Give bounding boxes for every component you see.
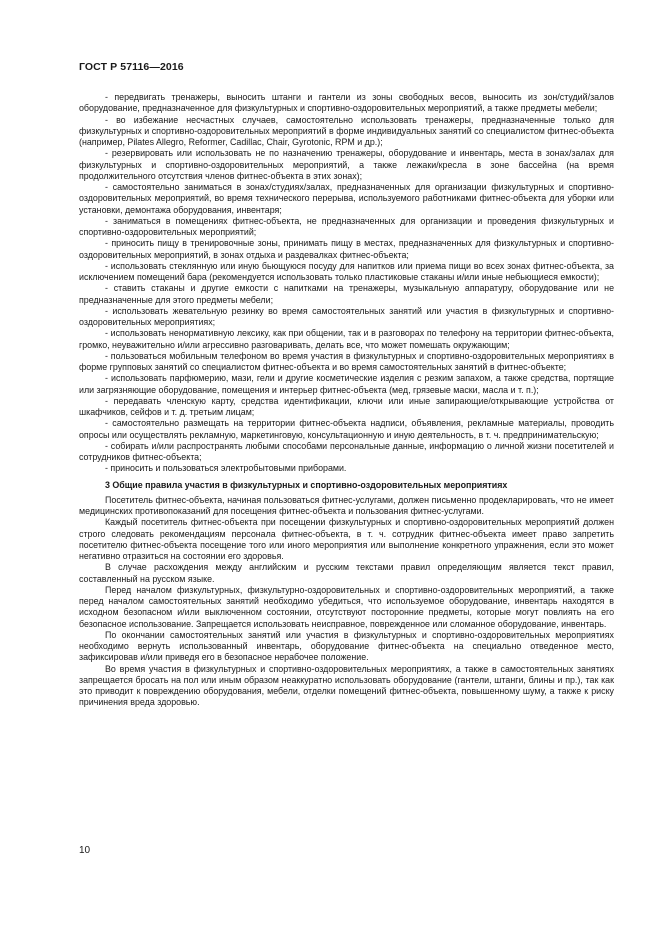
- list-item: - передвигать тренажеры, выносить штанги и гантели из зоны свободных весов, выносить из зон/студий/залов оборудование, предназначенное для физкультурных и спортивно-оздоровительных мероприятий, а также предметы мебели;: [79, 92, 614, 114]
- section-paragraph: Во время участия в физкультурных и спортивно-оздоровительных мероприятиях, а также в самостоятельных занятиях запрещается бросать на пол или иным образом неаккуратно использовать оборудование (гантели, штанги, блины и пр.), так как это приводит к повреждению оборудования, мебели, отделки помещений фитнес-объекта, повышенному шуму, а также к риску причинения вреда здоровью.: [79, 663, 614, 708]
- list-item: - резервировать или использовать не по назначению тренажеры, оборудование и инвентарь, места в зонах/залах для физкультурных и спортивно-оздоровительных мероприятий, а также лежаки/кресла в зоне бассейна (на время продолжительного отсутствия членов фитнес-объекта в этих зонах);: [79, 148, 614, 181]
- list-item: - приносить пищу в тренировочные зоны, принимать пищу в местах, предназначенных для физкультурных и спортивно-оздоровительных мероприятий, в зонах отдыха и раздевалках фитнес-объекта;: [79, 238, 614, 260]
- list-item: - во избежание несчастных случаев, самостоятельно использовать тренажеры, предназначенные только для физкультурных и спортивно-оздоровительных мероприятий в форме индивидуальных занятий со специалистом фитнес-объекта (например, Pilates Allegro, Reformer, Cadillac, Chair, Gyrotonic, RPM и др.);: [79, 114, 614, 147]
- section-paragraph: В случае расхождения между английским и русским текстами правил определяющим является текст правил, составленный на русском языке.: [79, 562, 614, 584]
- list-item: - ставить стаканы и другие емкости с напитками на тренажеры, музыкальную аппаратуру, оборудование или не предназначенные для этого предметы мебели;: [79, 283, 614, 305]
- section-paragraph: Перед началом физкультурных, физкультурно-оздоровительных и спортивно-оздоровительных мероприятий, а также перед началом самостоятельных занятий необходимо убедиться, что используемое оборудование, инвентарь находятся в исходном безопасном и/или выключенном состоянии, отсутствуют посторонние предметы, которые могут повлиять на его безопасное использование. Запрещается использовать неисправное, поврежденное или сломанное оборудование, инвентарь.: [79, 584, 614, 629]
- list-item: - использовать ненормативную лексику, как при общении, так и в разговорах по телефону на территории фитнес-объекта, громко, неуважительно и/или агрессивно разговаривать, делать все, что может помешать окружающим;: [79, 328, 614, 350]
- list-item: - самостоятельно размещать на территории фитнес-объекта надписи, объявления, рекламные материалы, проводить опросы или осуществлять рекламную, маркетинговую, консультационную и иную деятельность, в т. ч. предпринимательскую;: [79, 418, 614, 440]
- page-number: 10: [79, 845, 91, 856]
- section-heading: 3 Общие правила участия в физкультурных и спортивно-оздоровительных мероприятиях: [105, 479, 508, 490]
- list-item: - приносить и пользоваться электробытовыми приборами.: [105, 463, 347, 474]
- list-item: - использовать парфюмерию, мази, гели и другие косметические изделия с резким запахом, а также средства, портящие или загрязняющие оборудование, помещения и интерьер фитнес-объекта (мед, грязевые маски, масла и т. п.);: [79, 373, 614, 395]
- list-item: - заниматься в помещениях фитнес-объекта, не предназначенных для организации и проведения физкультурных и спортивно-оздоровительных мероприятий;: [79, 215, 614, 237]
- list-item: - пользоваться мобильным телефоном во время участия в физкультурных и спортивно-оздоровительных мероприятиях в форме групповых занятий со специалистом фитнес-объекта и во время самостоятельных занятий в фитнес-объекте;: [79, 350, 614, 372]
- section-paragraph: Посетитель фитнес-объекта, начиная пользоваться фитнес-услугами, должен письменно продекларировать, что не имеет медицинских противопоказаний для посещения фитнес-объекта и пользования фитнес-услугами.: [79, 494, 614, 516]
- document-body: [79, 92, 614, 709]
- section-paragraph: По окончании самостоятельных занятий или участия в физкультурных и спортивно-оздоровительных мероприятиях необходимо вернуть использованный инвентарь, оборудование фитнес-объекта на специально отведенное место, зафиксировав и/или приведя его в безопасное нерабочее положение.: [79, 629, 614, 663]
- section-paragraph: Каждый посетитель фитнес-объекта при посещении физкультурных и спортивно-оздоровительных мероприятий должен строго следовать рекомендациям персонала фитнес-объекта, в т. ч. сотрудник фитнес-объекта имеет право запретить посетителю фитнес-объекта посещение того или иного мероприятия или выполнение конкретного упражнения, если это может негативно отразиться на состоянии его здоровья.: [79, 517, 614, 561]
- list-item: - использовать жевательную резинку во время самостоятельных занятий или участия в физкультурных и спортивно-оздоровительных мероприятиях;: [79, 305, 614, 327]
- list-item: - собирать и/или распространять любыми способами персональные данные, информацию о личной жизни посетителей и сотрудников фитнес-объекта;: [79, 440, 614, 462]
- document-header: ГОСТ Р 57116—2016: [79, 61, 184, 73]
- list-item: - передавать членскую карту, средства идентификации, ключи или иные запирающие/открывающие устройства от шкафчиков, сейфов и т. д. третьим лицам;: [79, 395, 614, 417]
- list-item: - самостоятельно заниматься в зонах/студиях/залах, предназначенных для организации физкультурных и спортивно-оздоровительных мероприятий, во время технического перерыва, используемого работниками фитнес-объекта для уборки или установки, демонтажа оборудования, инвентаря;: [79, 182, 614, 215]
- list-item: - использовать стеклянную или иную бьющуюся посуду для напитков или приема пищи во всех зонах фитнес-объекта, за исключением помещений бара (рекомендуется использовать только пластиковые стаканы и/или иные небьющиеся емкости);: [79, 260, 614, 282]
